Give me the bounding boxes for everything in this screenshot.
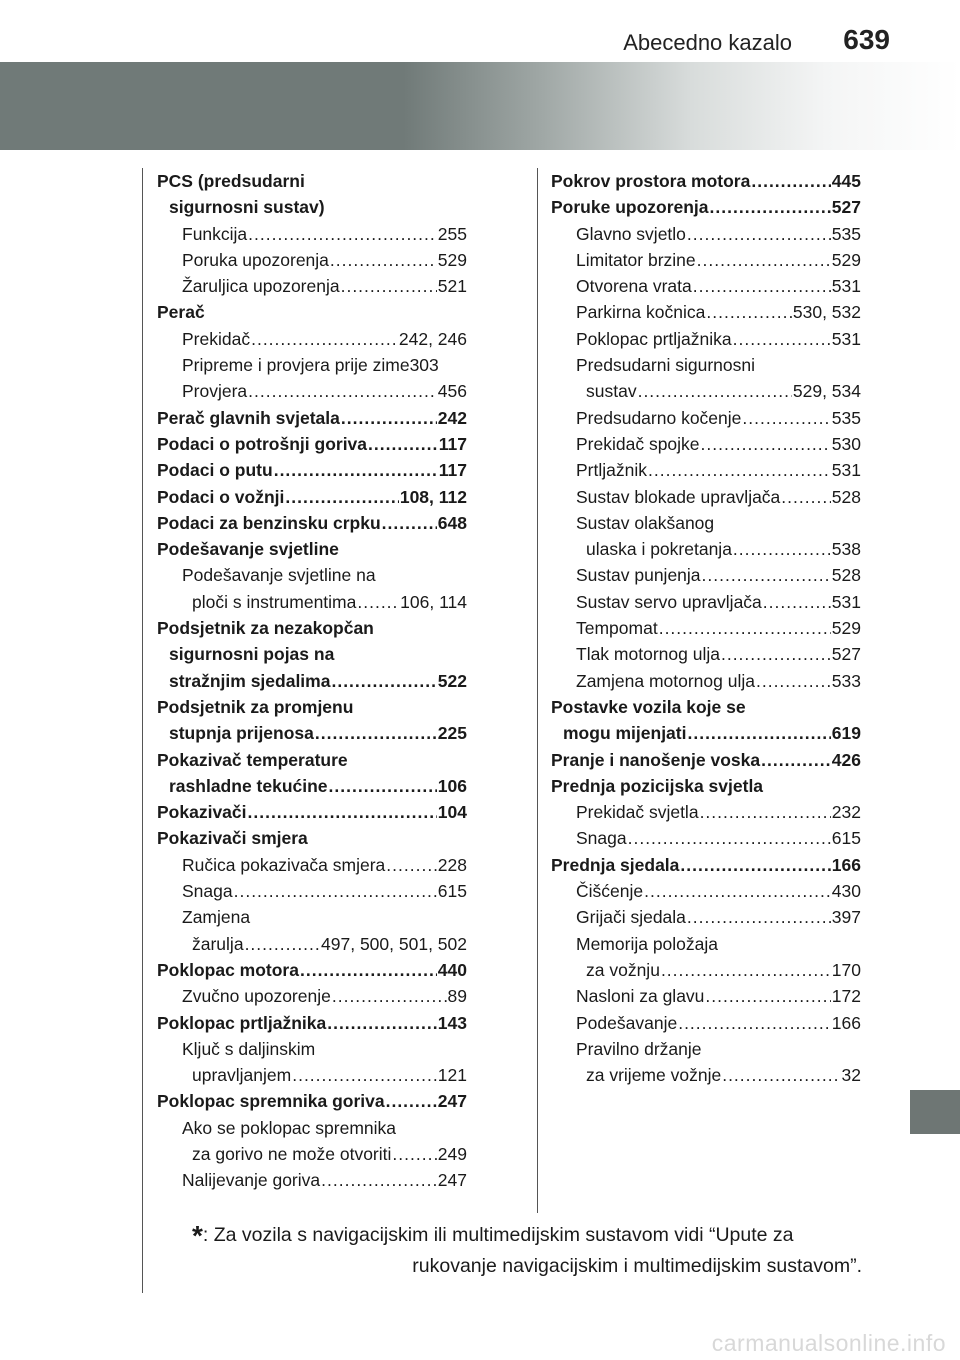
index-entry	[551, 326, 861, 352]
index-entry-text: za gorivo ne može otvoriti	[192, 1143, 392, 1164]
column-divider-rule	[537, 168, 538, 1213]
index-entry	[551, 668, 861, 694]
index-entry	[551, 1062, 861, 1088]
index-entry-text: Nalijevanje goriva	[182, 1170, 321, 1191]
index-entry-page: 225	[437, 723, 467, 744]
index-entry	[157, 589, 467, 615]
leader-dots	[329, 773, 437, 799]
index-entry-text: Perač glavnih svjetala	[157, 407, 340, 428]
index-entry	[551, 589, 861, 615]
index-entry-text: Poruke upozorenja	[551, 197, 709, 218]
leader-dots	[245, 931, 320, 957]
index-entry	[551, 562, 861, 588]
index-entry	[157, 1010, 467, 1036]
leader-dots	[659, 615, 831, 641]
index-entry	[157, 194, 467, 220]
leader-dots	[733, 326, 831, 352]
index-entry-text: Podešavanje svjetline na	[182, 565, 376, 586]
index-entry-text: Pokrov prostora motora	[551, 171, 751, 191]
index-entry-text: Podsjetnik za nezakopčan	[157, 618, 374, 639]
index-entry	[157, 615, 467, 641]
index-entry	[551, 247, 861, 273]
index-entry-text: Predsudarni sigurnosni	[576, 355, 755, 376]
index-entry-text: Pokazivač temperature	[157, 749, 348, 770]
index-entry-text: Poklopac prtljažnika	[157, 1012, 327, 1033]
index-entry-text: za vrijeme vožnje	[586, 1065, 722, 1086]
index-entry	[551, 221, 861, 247]
index-entry	[157, 720, 467, 746]
index-entry	[551, 273, 861, 299]
leader-dots	[697, 247, 831, 273]
index-entry-page: 242	[437, 407, 467, 428]
index-entry	[157, 694, 467, 720]
leader-dots	[315, 720, 437, 746]
index-entry	[157, 957, 467, 983]
index-entry-text: Prekidač	[182, 328, 251, 349]
index-entry-page: 535	[831, 223, 861, 244]
index-entry-page: 531	[831, 460, 861, 481]
index-entry-text: za vožnju	[586, 959, 660, 980]
index-entry	[157, 484, 467, 510]
index-entry-page: 529	[831, 249, 861, 270]
index-entry	[157, 878, 467, 904]
index-entry	[157, 1141, 467, 1167]
leader-dots	[382, 510, 437, 536]
index-entry-text: Podaci o vožnji	[157, 486, 285, 507]
index-entry	[551, 405, 861, 431]
leader-dots	[756, 668, 831, 694]
index-entry-page: 104	[437, 802, 467, 823]
index-column-right	[551, 168, 861, 1088]
index-entry-page: 445	[831, 171, 861, 191]
leader-dots	[300, 957, 437, 983]
leader-dots	[321, 1167, 437, 1193]
index-entry-page: 535	[831, 407, 861, 428]
index-entry-page: 143	[437, 1012, 467, 1033]
index-entry	[157, 431, 467, 457]
index-entry-page: 531	[831, 276, 861, 297]
index-entry-page: 440	[437, 959, 467, 980]
index-entry-page: 242, 246	[398, 328, 467, 349]
footnote-marker: *	[192, 1220, 203, 1251]
index-entry-text: Podsjetnik za promjenu	[157, 696, 354, 717]
index-entry	[551, 878, 861, 904]
index-entry	[551, 1010, 861, 1036]
index-entry	[157, 983, 467, 1009]
leader-dots	[693, 273, 831, 299]
index-entry-text: Funkcija	[182, 223, 248, 244]
leader-dots	[687, 720, 830, 746]
index-entry-text: Prekidač svjetla	[576, 802, 699, 823]
index-entry-text: Provjera	[182, 381, 248, 402]
index-entry-text: Parkirna kočnica	[576, 302, 706, 323]
index-entry-page: 89	[447, 986, 467, 1007]
index-entry-text: Podešavanje svjetline	[157, 539, 339, 560]
index-entry-page: 170	[831, 959, 861, 980]
index-entry-page: 228	[437, 854, 467, 875]
index-entry	[157, 352, 467, 378]
index-entry	[551, 904, 861, 930]
index-entry-text: Snaga	[182, 881, 233, 902]
index-entry-text: Poklopac prtljažnika	[576, 328, 732, 349]
leader-dots	[701, 431, 831, 457]
index-entry	[551, 825, 861, 851]
index-entry-page: 619	[831, 723, 861, 744]
index-entry	[551, 194, 861, 220]
index-entry	[551, 484, 861, 510]
index-entry	[551, 720, 861, 746]
leader-dots	[248, 378, 437, 404]
index-entry-text: Sustav olakšanog	[576, 512, 715, 533]
index-entry	[157, 1088, 467, 1114]
leader-dots	[702, 562, 831, 588]
index-entry-page: 538	[831, 539, 861, 560]
index-entry	[157, 825, 467, 851]
page-number: 639	[843, 24, 890, 55]
index-entry	[157, 326, 467, 352]
index-entry-page: 247	[437, 1091, 467, 1112]
index-entry-page: 615	[831, 828, 861, 849]
index-entry-page: 247	[437, 1170, 467, 1191]
index-entry	[551, 1036, 861, 1062]
footnote-line-2: rukovanje navigacijskim i multimedijskim sustavom”.	[412, 1255, 862, 1277]
index-entry-text: stražnjim sjedalima	[169, 670, 331, 691]
index-entry-page: 426	[831, 749, 861, 770]
leader-dots	[648, 457, 831, 483]
index-entry	[551, 299, 861, 325]
index-entry-text: Ako se poklopac spremnika	[182, 1117, 396, 1138]
page-header	[0, 0, 960, 62]
index-entry-text: Otvorena vrata	[576, 276, 692, 297]
index-entry	[157, 562, 467, 588]
index-entry	[157, 904, 467, 930]
index-entry-text: Pranje i nanošenje voska	[551, 749, 761, 770]
index-entry-text: Podešavanje	[576, 1012, 678, 1033]
index-entry-text: ulaska i pokretanja	[586, 539, 732, 560]
index-entry-page: 232	[831, 802, 861, 823]
leader-dots	[638, 378, 792, 404]
index-entry-text: PCS (predsudarni	[157, 171, 305, 191]
index-entry	[551, 641, 861, 667]
index-entry-text: Pravilno držanje	[576, 1038, 702, 1059]
index-entry-page: 533	[831, 670, 861, 691]
leader-dots	[368, 431, 438, 457]
index-entry	[157, 405, 467, 431]
index-entry-text: Čišćenje	[576, 881, 644, 902]
index-entry-text: Glavno svjetlo	[576, 223, 686, 244]
index-entry	[157, 299, 467, 325]
index-entry-text: Podaci o potrošnji goriva	[157, 433, 368, 454]
leader-dots	[706, 299, 792, 325]
index-entry-page: 529	[831, 618, 861, 639]
index-entry-page: 121	[437, 1065, 467, 1086]
index-entry-text: Tlak motornog ulja	[576, 644, 720, 665]
index-entry	[551, 694, 861, 720]
footnote-text-1: : Za vozila s navigacijskim ili multimedijskim sustavom vidi “Upute za	[202, 1224, 794, 1246]
index-entry	[551, 957, 861, 983]
index-entry-page: 117	[438, 433, 467, 454]
index-entry-text: Pokazivači	[157, 802, 247, 823]
index-entry-page: 255	[437, 223, 467, 244]
index-entry	[157, 536, 467, 562]
index-entry	[157, 247, 467, 273]
leader-dots	[644, 878, 831, 904]
leader-dots	[341, 273, 437, 299]
leader-dots	[285, 484, 398, 510]
index-entry-page: 456	[437, 381, 467, 402]
index-entry-text: rashladne tekućine	[169, 775, 328, 796]
index-entry-text: Prekidač spojke	[576, 433, 700, 454]
index-entry	[157, 1167, 467, 1193]
index-entry	[157, 747, 467, 773]
index-entry-page: 527	[831, 644, 861, 665]
index-entry-page: 106, 114	[400, 591, 467, 612]
leader-dots	[733, 536, 831, 562]
index-entry-text: Poruka upozorenja	[182, 249, 329, 270]
leader-dots	[386, 852, 437, 878]
leader-dots	[687, 221, 831, 247]
index-entry	[551, 510, 861, 536]
index-entry	[157, 168, 467, 194]
index-entry-text: sustav	[586, 381, 637, 402]
index-entry	[551, 983, 861, 1009]
leader-dots	[357, 589, 399, 615]
index-entry	[551, 431, 861, 457]
index-entry-page: 531	[831, 328, 861, 349]
leader-dots	[392, 1141, 436, 1167]
index-entry-page: 117	[438, 460, 467, 481]
index-entry-page: 531	[831, 591, 861, 612]
leader-dots	[251, 326, 398, 352]
leader-dots	[234, 878, 437, 904]
index-entry-text: Poklopac motora	[157, 959, 299, 980]
index-entry-text: Snaga	[576, 828, 627, 849]
index-entry-page: 528	[831, 565, 861, 586]
leader-dots	[248, 799, 437, 825]
index-entry-text: upravljanjem	[192, 1065, 292, 1086]
leader-dots	[292, 1062, 437, 1088]
index-entry-text: Sustav blokade upravljača	[576, 486, 781, 507]
index-entry-page: 648	[437, 512, 467, 533]
index-entry-page: 108, 112	[399, 486, 467, 507]
index-entry-text: Postavke vozila koje se	[551, 696, 746, 717]
index-entry-text: Prednja sjedala	[551, 854, 680, 875]
leader-dots	[761, 747, 831, 773]
leader-dots	[700, 799, 831, 825]
index-entry-page: 106	[437, 775, 467, 796]
leader-dots	[341, 405, 437, 431]
leader-dots	[386, 1088, 437, 1114]
index-entry-page: 32	[841, 1065, 861, 1086]
index-entry	[157, 668, 467, 694]
index-entry-page: 615	[437, 881, 467, 902]
index-entry-page: 530, 532	[792, 302, 861, 323]
header-title: Abecedno kazalo	[623, 30, 792, 55]
index-entry	[551, 352, 861, 378]
index-entry	[157, 852, 467, 878]
index-entry	[157, 1115, 467, 1141]
index-entry	[157, 641, 467, 667]
index-entry	[551, 747, 861, 773]
index-entry	[551, 931, 861, 957]
index-entry	[157, 457, 467, 483]
index-entry-text: Sustav servo upravljača	[576, 591, 762, 612]
index-entry-text: sigurnosni pojas na	[169, 644, 335, 665]
leader-dots	[687, 904, 831, 930]
index-entry	[551, 852, 861, 878]
index-entry-text: Grijači sjedala	[576, 907, 686, 928]
index-entry-text: Prednja pozicijska svjetla	[551, 775, 764, 796]
index-entry-page: 430	[831, 881, 861, 902]
index-entry-page: 522	[437, 670, 467, 691]
index-entry-text: Zvučno upozorenje	[182, 986, 331, 1007]
index-entry	[157, 773, 467, 799]
leader-dots	[721, 641, 831, 667]
index-entry-text: žarulja	[192, 933, 244, 954]
index-entry	[157, 273, 467, 299]
index-entry-page: 249	[437, 1143, 467, 1164]
index-entry-text: mogu mijenjati	[563, 723, 687, 744]
index-entry-page: 530	[831, 433, 861, 454]
footnote-line-1	[192, 1220, 862, 1251]
index-entry-page: 527	[831, 197, 861, 218]
index-entry-text: stupnja prijenosa	[169, 723, 314, 744]
index-entry-text: Podaci o putu	[157, 460, 273, 481]
index-entry-text: Zamjena	[182, 907, 251, 928]
leader-dots	[678, 1010, 831, 1036]
leader-dots	[742, 405, 830, 431]
index-entry	[157, 1036, 467, 1062]
index-entry	[551, 457, 861, 483]
index-entry-page: 528	[831, 486, 861, 507]
chapter-tab	[910, 1090, 960, 1134]
index-entry-text: Podaci za benzinsku crpku	[157, 512, 381, 533]
index-entry-text: Tempomat	[576, 618, 658, 639]
index-entry-page: 397	[831, 907, 861, 928]
index-entry-text: Sustav punjenja	[576, 565, 701, 586]
index-entry	[157, 378, 467, 404]
leader-dots	[330, 247, 437, 273]
index-entry	[551, 773, 861, 799]
leader-dots	[327, 1010, 437, 1036]
leader-dots	[680, 852, 830, 878]
index-entry	[157, 221, 467, 247]
index-entry	[157, 1062, 467, 1088]
header-banner	[0, 62, 960, 150]
index-entry-text: Ključ s daljinskim	[182, 1038, 316, 1059]
leader-dots	[248, 221, 437, 247]
left-margin-rule	[142, 168, 143, 1293]
index-entry-page: 166	[831, 854, 861, 875]
index-entry-text: sigurnosni sustav)	[169, 197, 325, 218]
index-entry-page: 166	[831, 1012, 861, 1033]
index-entry-page: 172	[831, 986, 861, 1007]
index-entry-text: Perač	[157, 302, 205, 323]
leader-dots	[274, 457, 438, 483]
index-entry-text: Prtljažnik	[576, 460, 647, 481]
watermark: carmanualsonline.info	[711, 1330, 946, 1356]
index-entry-text: Pokazivači smjera	[157, 828, 308, 849]
index-entry	[551, 168, 861, 194]
index-entry-text: Pripreme i provjera prije zime303	[182, 355, 439, 376]
index-entry	[551, 799, 861, 825]
index-entry-page: 529, 534	[792, 381, 861, 402]
index-entry-text: Predsudarno kočenje	[576, 407, 742, 428]
leader-dots	[331, 668, 436, 694]
index-entry-text: ploči s instrumentima	[192, 591, 357, 612]
leader-dots	[763, 589, 831, 615]
index-entry-text: Zamjena motornog ulja	[576, 670, 755, 691]
leader-dots	[710, 194, 831, 220]
leader-dots	[628, 825, 831, 851]
index-entry	[157, 510, 467, 536]
index-entry	[157, 931, 467, 957]
leader-dots	[722, 1062, 840, 1088]
index-entry-page: 529	[437, 249, 467, 270]
index-entry	[157, 799, 467, 825]
index-entry-text: Limitator brzine	[576, 249, 696, 270]
index-entry-text: Poklopac spremnika goriva	[157, 1091, 385, 1112]
leader-dots	[781, 484, 831, 510]
leader-dots	[705, 983, 830, 1009]
index-entry	[551, 378, 861, 404]
index-entry-text: Žaruljica upozorenja	[182, 276, 340, 297]
index-entry	[551, 536, 861, 562]
index-column-left	[157, 168, 467, 1194]
index-entry	[551, 615, 861, 641]
index-entry-text: Nasloni za glavu	[576, 986, 705, 1007]
index-entry-text: Memorija položaja	[576, 933, 719, 954]
leader-dots	[661, 957, 831, 983]
footnote	[192, 1220, 862, 1281]
index-entry-page: 497, 500, 501, 502	[321, 933, 467, 954]
index-entry-text: Ručica pokazivača smjera	[182, 854, 386, 875]
index-entry-page: 521	[437, 276, 467, 297]
leader-dots	[751, 168, 830, 194]
leader-dots	[332, 983, 447, 1009]
